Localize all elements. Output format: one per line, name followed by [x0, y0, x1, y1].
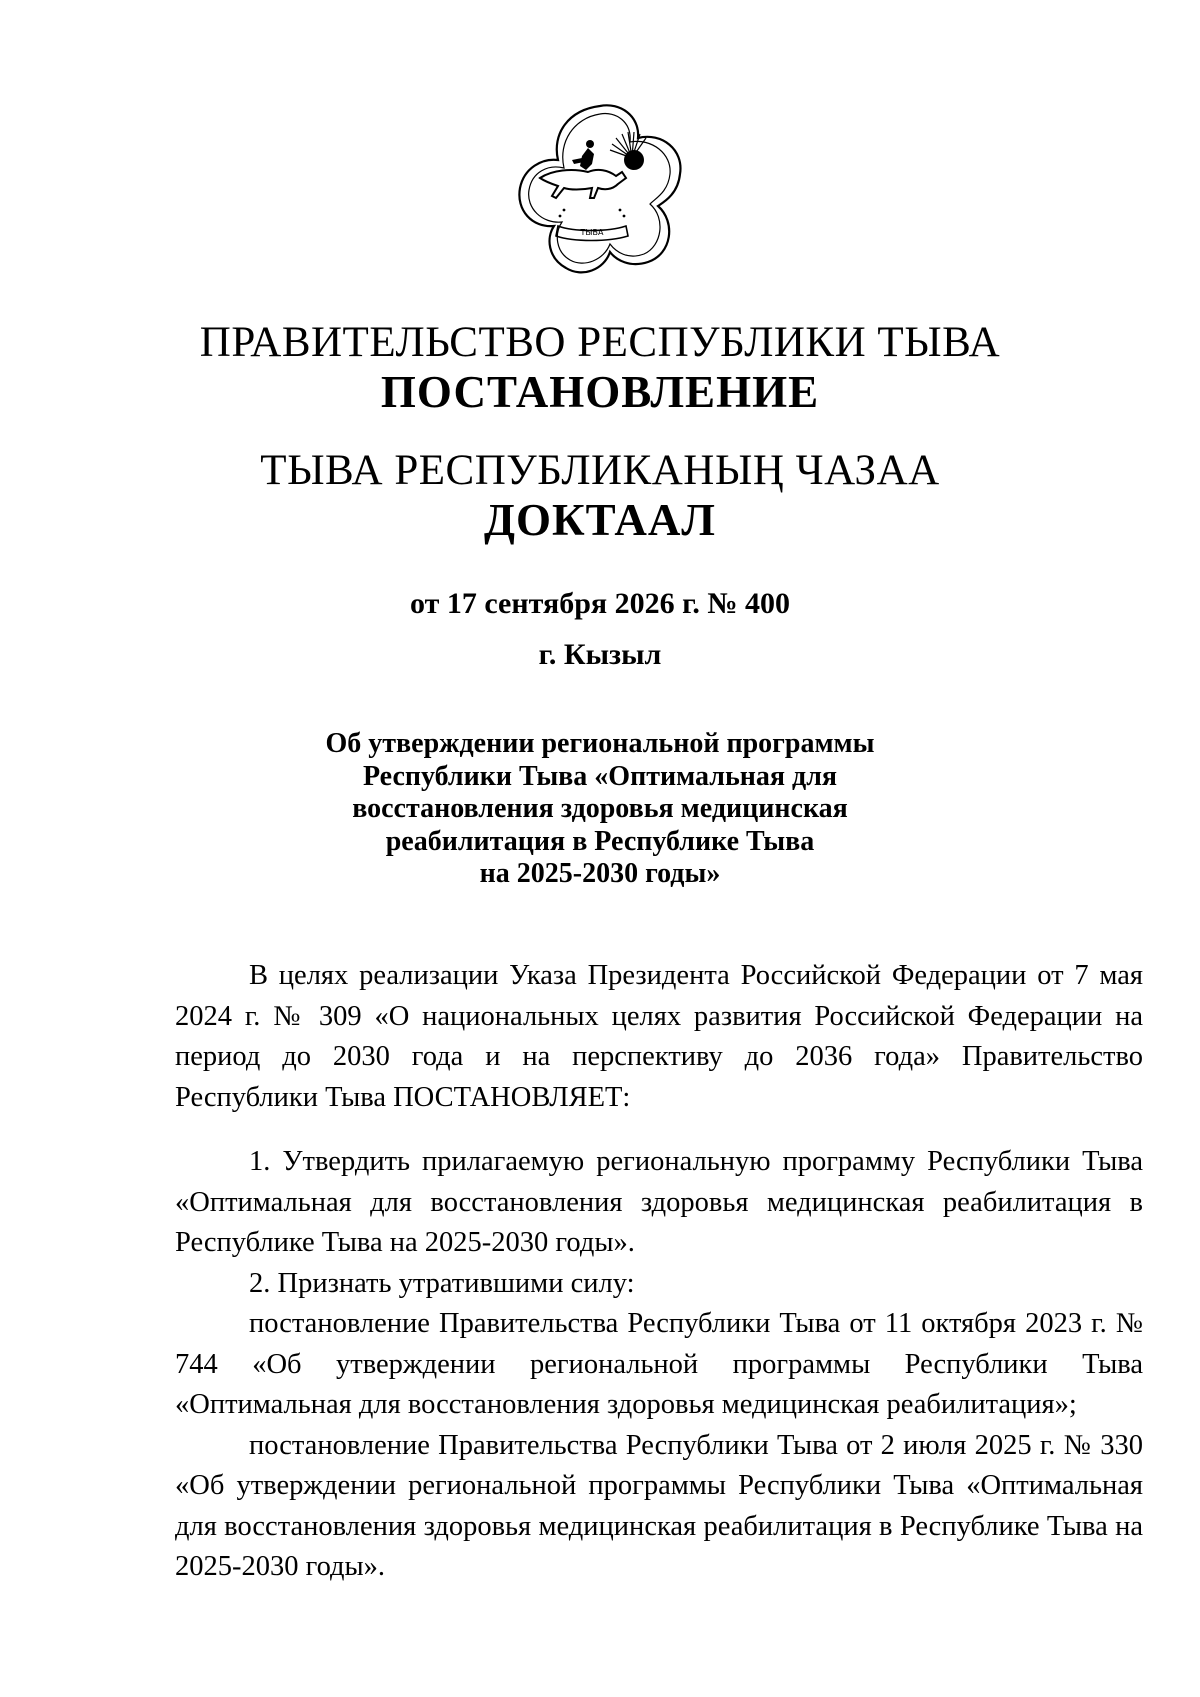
document-type-ru: ПОСТАНОВЛЕНИЕ	[380, 367, 820, 417]
item-1: 1. Утвердить прилагаемую региональную программу Республики Тыва «Оптимальная для восстановления здоровья медицинская реабилитация в Республике Тыва на 2025-2030 годы».	[175, 1146, 1143, 1258]
preamble-paragraph: В целях реализации Указа Президента Российской Федерации от 7 мая 2024 г. № 309 «О национальных целях развития Российской Федерации на период до 2030 года и на перспективу до 2036 года» Правительство Республики Тыва ПОСТАНОВЛЯЕТ:	[175, 960, 1143, 1113]
government-name-tyv: ТЫВА РЕСПУБЛИКАНЫҢ ЧАЗАА	[260, 447, 940, 494]
title-line: на 2025-2030 годы»	[479, 858, 721, 889]
title-line: Республики Тыва «Оптимальная для	[362, 760, 838, 792]
preamble	[175, 956, 1143, 1118]
title-line: восстановления здоровья медицинская	[352, 793, 848, 824]
tuva-emblem-icon	[512, 98, 688, 280]
item-2-revoked-a: постановление Правительства Республики Тыва от 11 октября 2023 г. № 744 «Об утверждении региональной программы Республики Тыва «Оптимальная для восстановления здоровья медицинская реабилитация»;	[175, 1308, 1143, 1420]
title-line: реабилитация в Республике Тыва	[385, 825, 815, 857]
item-2-revoked-b: постановление Правительства Республики Тыва от 2 июля 2025 г. № 330 «Об утверждении региональной программы Республики Тыва «Оптимальная для восстановления здоровья медицинская реабилитация в Республике Тыва на 2025-2030 годы».	[175, 1429, 1143, 1582]
resolution-items	[175, 1142, 1143, 1588]
document-type-tyv: ДОКТААЛ	[484, 495, 716, 545]
title-line: Об утверждении региональной программы	[325, 728, 875, 759]
government-name-ru: ПРАВИТЕЛЬСТВО РЕСПУБЛИКИ ТЫВА	[199, 319, 1001, 366]
document-city: г. Кызыл	[538, 638, 662, 671]
item-2: 2. Признать утратившими силу:	[249, 1267, 635, 1299]
document-date-number: от 17 сентября 2026 г. № 400	[410, 587, 790, 620]
emblem-lettering: ТЫВА	[580, 228, 604, 237]
document-title	[0, 728, 1200, 891]
